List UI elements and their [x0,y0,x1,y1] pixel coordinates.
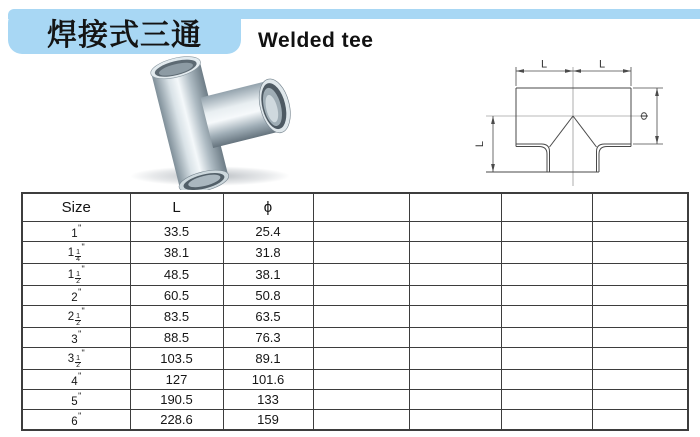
diameter-cell: 133 [223,390,313,410]
empty-cell [409,286,501,306]
empty-cell [313,286,409,306]
length-cell: 88.5 [130,328,223,348]
col-header-l: L [130,193,223,222]
inch-mark: " [81,242,85,252]
col-header-size: Size [22,193,130,222]
size-cell [22,222,130,242]
welded-tee-photo-graphic [105,50,325,190]
empty-cell [409,242,501,264]
empty-cell [592,306,688,328]
empty-cell [501,328,592,348]
empty-cell [501,370,592,390]
empty-cell [592,286,688,306]
empty-cell [592,222,688,242]
dim-label-top-left: L [540,58,548,71]
inch-mark: " [78,411,82,421]
size-cell [22,286,130,306]
length-cell: 38.1 [130,242,223,264]
spec-table [21,192,689,431]
empty-cell [409,222,501,242]
technical-drawing [458,55,693,190]
empty-cell [501,222,592,242]
tee-outline [486,88,631,172]
size-cell [22,306,130,328]
size-whole: 4 [71,376,78,388]
empty-cell [592,348,688,370]
diameter-cell: 38.1 [223,264,313,286]
size-fraction: $\frac{1}{2}$ [76,271,81,285]
empty-cell [501,390,592,410]
length-cell: 127 [130,370,223,390]
diameter-cell: 159 [223,410,313,431]
col-header-empty-6 [592,193,688,222]
table-row [22,286,688,306]
diameter-cell: 31.8 [223,242,313,264]
empty-cell [592,264,688,286]
empty-cell [313,370,409,390]
size-whole: 5 [71,396,78,408]
table-row [22,410,688,431]
size-whole: 3 [71,334,78,346]
empty-cell [409,348,501,370]
length-cell: 190.5 [130,390,223,410]
size-whole: 1 [67,269,75,281]
table-row [22,264,688,286]
size-cell [22,370,130,390]
empty-cell [313,390,409,410]
empty-cell [501,348,592,370]
col-header-empty-4 [409,193,501,222]
inch-mark: " [78,391,82,401]
dim-label-diameter: Φ [639,111,651,121]
empty-cell [592,390,688,410]
empty-cell [313,348,409,370]
empty-cell [409,264,501,286]
empty-cell [313,264,409,286]
length-cell: 83.5 [130,306,223,328]
empty-cell [409,370,501,390]
empty-cell [592,328,688,348]
length-cell: 228.6 [130,410,223,431]
empty-cell [501,264,592,286]
diameter-cell: 101.6 [223,370,313,390]
page-title-chinese: 焊接式三通 [47,18,202,52]
dim-label-top-right: L [598,58,606,71]
spec-table-body [22,222,688,431]
product-photo [105,50,325,190]
size-cell [22,390,130,410]
empty-cell [313,242,409,264]
diameter-cell: 50.8 [223,286,313,306]
empty-cell [409,328,501,348]
empty-cell [501,286,592,306]
diameter-cell: 89.1 [223,348,313,370]
empty-cell [501,306,592,328]
page-title-english: Welded tee [258,29,374,52]
size-whole: 1 [71,228,78,240]
table-row [22,370,688,390]
diameter-cell: 63.5 [223,306,313,328]
inch-mark: " [81,348,85,358]
inch-mark: " [78,329,82,339]
size-whole: 2 [67,311,75,323]
inch-mark: " [78,287,82,297]
size-cell [22,264,130,286]
size-cell [22,348,130,370]
empty-cell [409,306,501,328]
empty-cell [409,390,501,410]
inch-mark: " [81,306,85,316]
tee-dimension-diagram [458,55,693,190]
length-cell: 60.5 [130,286,223,306]
header-row [22,193,688,222]
dimension-lines [493,67,663,172]
col-header-empty-3 [313,193,409,222]
size-whole: 1 [67,247,75,259]
table-row [22,348,688,370]
empty-cell [501,242,592,264]
table-row [22,306,688,328]
length-cell: 33.5 [130,222,223,242]
diameter-cell: 25.4 [223,222,313,242]
empty-cell [313,328,409,348]
empty-cell [313,222,409,242]
empty-cell [501,410,592,431]
empty-cell [409,410,501,431]
diameter-cell: 76.3 [223,328,313,348]
size-cell [22,242,130,264]
empty-cell [313,410,409,431]
table-row [22,328,688,348]
table-row [22,390,688,410]
col-header-ϕ: ϕ [223,193,313,222]
empty-cell [313,306,409,328]
banner-block [8,9,241,54]
col-header-empty-5 [501,193,592,222]
inch-mark: " [78,223,82,233]
length-cell: 48.5 [130,264,223,286]
empty-cell [592,242,688,264]
size-fraction: $\frac{1}{2}$ [76,313,81,327]
inch-mark: " [78,371,82,381]
dim-label-left: L [474,140,486,148]
size-whole: 3 [67,353,75,365]
inch-mark: " [81,264,85,274]
size-cell [22,328,130,348]
table-row [22,222,688,242]
empty-cell [592,410,688,431]
size-whole: 2 [71,292,78,304]
empty-cell [592,370,688,390]
spec-table-head [22,193,688,222]
size-cell [22,410,130,431]
size-whole: 6 [71,416,78,428]
size-fraction: $\frac{1}{4}$ [76,249,81,263]
size-fraction: $\frac{1}{2}$ [76,355,81,369]
table-row [22,242,688,264]
length-cell: 103.5 [130,348,223,370]
